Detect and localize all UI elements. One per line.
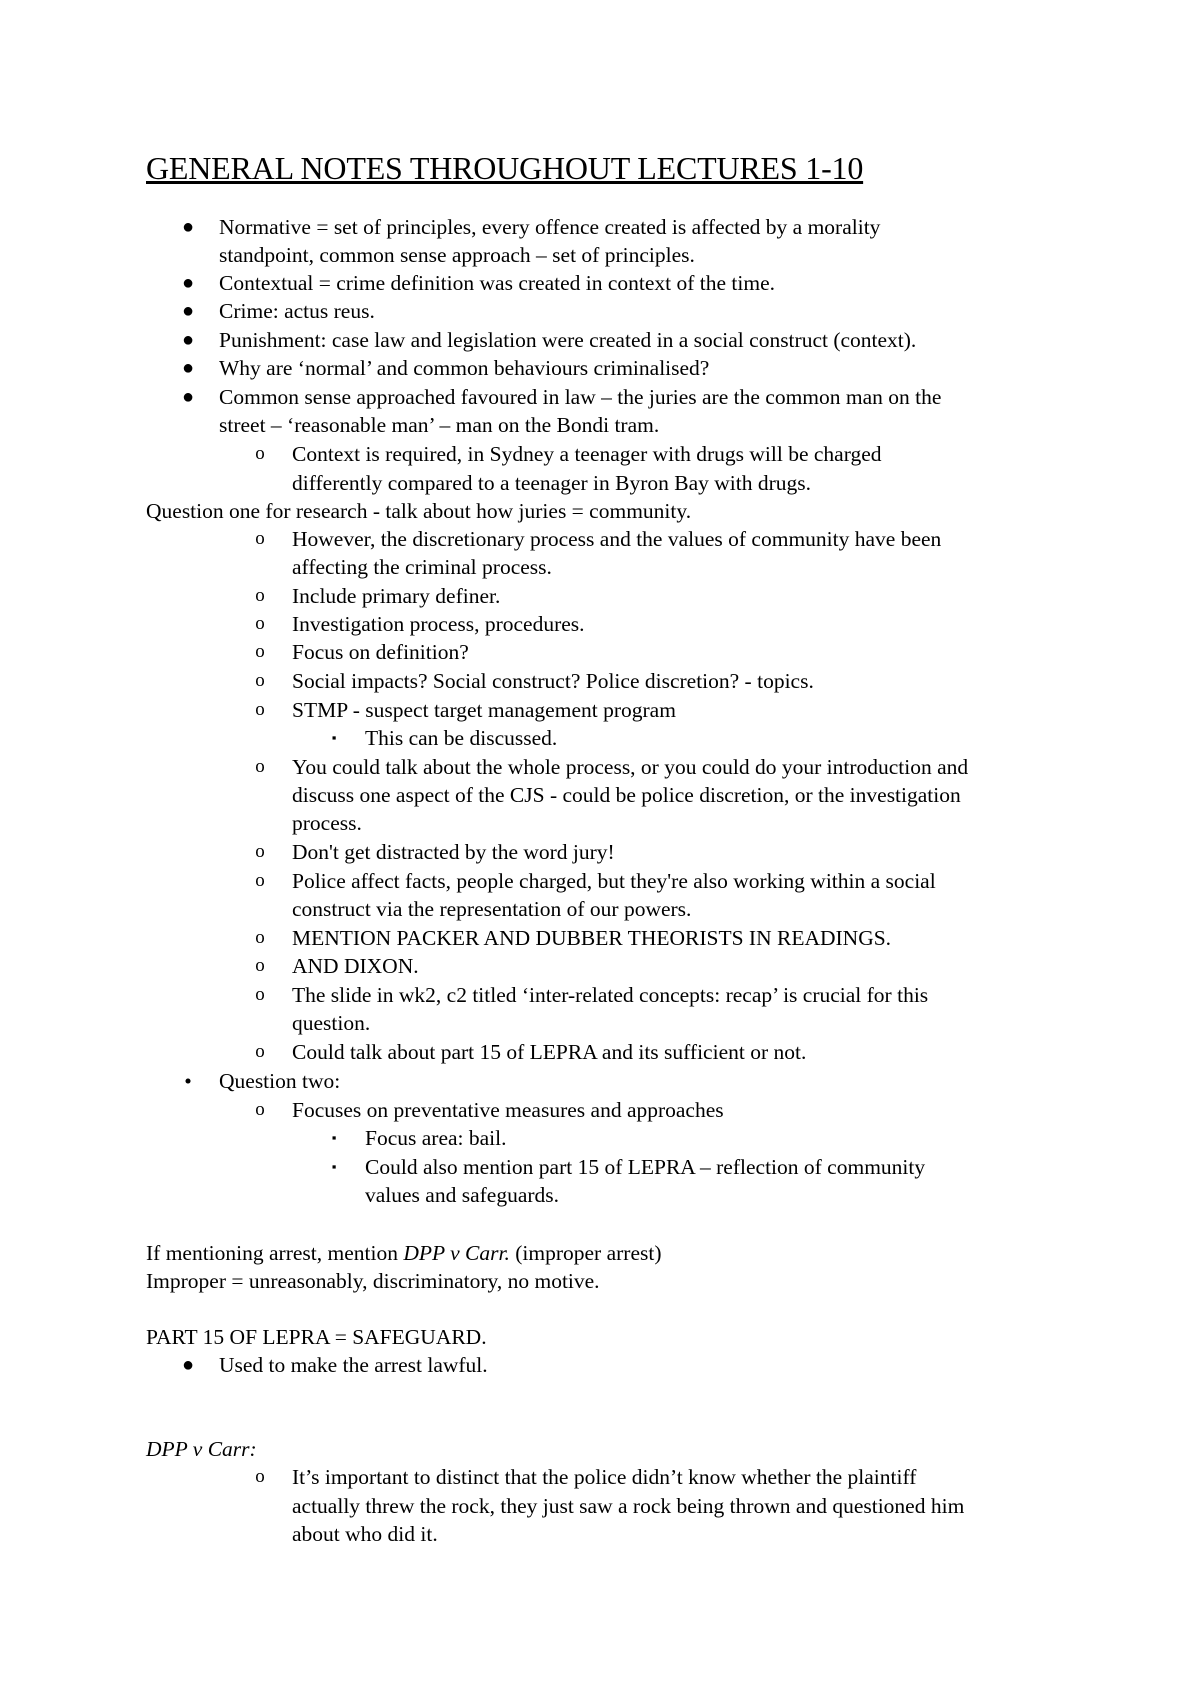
note-lepra: Could also mention part 15 of LEPRA – reflection of community — [365, 1155, 926, 1179]
note-dixon: AND DIXON. — [292, 954, 419, 978]
note-common-sense-cont: street – ‘reasonable man’ – man on the Bondi tram. — [219, 413, 660, 437]
note-part15: Could talk about part 15 of LEPRA and its sufficient or not. — [292, 1040, 807, 1064]
arrest-suffix: (improper arrest) — [509, 1241, 662, 1265]
arrest-prefix: If mentioning arrest, mention — [146, 1241, 404, 1265]
circle-marker: o — [255, 1466, 265, 1487]
square-marker: ▪ — [331, 730, 337, 745]
note-lepra-cont: values and safeguards. — [365, 1183, 560, 1207]
note-carr: It’s important to distinct that the police didn’t know whether the plaintiff — [292, 1465, 917, 1489]
square-marker: ▪ — [331, 1130, 337, 1145]
bullet-marker: • — [184, 1069, 192, 1093]
note-punishment: Punishment: case law and legislation were created in a social construct (context). — [219, 328, 917, 352]
circle-marker: o — [255, 870, 265, 891]
note-packer: MENTION PACKER AND DUBBER THEORISTS IN READINGS. — [292, 926, 892, 950]
bullet-marker: ● — [182, 272, 195, 294]
question-two-heading: Question two: — [219, 1069, 341, 1093]
note-police: Police affect facts, people charged, but they're also working within a social — [292, 869, 936, 893]
circle-marker: o — [255, 699, 265, 720]
note-definition: Focus on definition? — [292, 640, 469, 664]
note-slide: The slide in wk2, c2 titled ‘inter-related concepts: recap’ is crucial for this — [292, 983, 929, 1007]
circle-marker: o — [255, 756, 265, 777]
note-common-sense: Common sense approached favoured in law – the juries are the common man on the — [219, 385, 942, 409]
circle-marker: o — [255, 927, 265, 948]
circle-marker: o — [255, 585, 265, 606]
bullet-marker: ● — [182, 357, 195, 379]
note-social: Social impacts? Social construct? Police discretion? - topics. — [292, 669, 814, 693]
note-whole-process-cont: discuss one aspect of the CJS - could be police discretion, or the investigation — [292, 783, 961, 807]
note-crime: Crime: actus reus. — [219, 299, 375, 323]
note-however-cont: affecting the criminal process. — [292, 555, 552, 579]
note-focuses: Focuses on preventative measures and approaches — [292, 1098, 724, 1122]
page-title: GENERAL NOTES THROUGHOUT LECTURES 1-10 — [146, 150, 864, 186]
circle-marker: o — [255, 841, 265, 862]
square-marker: ▪ — [331, 1159, 337, 1174]
note-normative-cont: standpoint, common sense approach – set of principles. — [219, 243, 695, 267]
circle-marker: o — [255, 443, 265, 464]
note-whole-process-end: process. — [292, 811, 362, 835]
note-stmp-sub: This can be discussed. — [365, 726, 558, 750]
note-why: Why are ‘normal’ and common behaviours criminalised? — [219, 356, 710, 380]
circle-marker: o — [255, 670, 265, 691]
note-carr-cont: actually threw the rock, they just saw a rock being thrown and questioned him — [292, 1494, 965, 1518]
circle-marker: o — [255, 641, 265, 662]
note-context: Context is required, in Sydney a teenager with drugs will be charged — [292, 442, 882, 466]
note-stmp: STMP - suspect target management program — [292, 698, 676, 722]
note-context-cont: differently compared to a teenager in Byron Bay with drugs. — [292, 471, 812, 495]
bullet-marker: ● — [182, 386, 195, 408]
note-police-cont: construct via the representation of our powers. — [292, 897, 692, 921]
circle-marker: o — [255, 984, 265, 1005]
improper-definition: Improper = unreasonably, discriminatory, no motive. — [146, 1269, 600, 1293]
note-carr-end: about who did it. — [292, 1522, 438, 1546]
circle-marker: o — [255, 528, 265, 549]
note-whole-process: You could talk about the whole process, or you could do your introduction and — [292, 755, 969, 779]
circle-marker: o — [255, 613, 265, 634]
circle-marker: o — [255, 1041, 265, 1062]
question-one-heading: Question one for research - talk about how juries = community. — [146, 499, 692, 523]
note-normative: Normative = set of principles, every offence created is affected by a morality — [219, 215, 881, 239]
bullet-marker: ● — [182, 329, 195, 351]
note-primary-definer: Include primary definer. — [292, 584, 501, 608]
bullet-marker: ● — [182, 1354, 195, 1376]
note-used-lawful: Used to make the arrest lawful. — [219, 1353, 488, 1377]
arrest-line — [146, 1239, 661, 1267]
note-bail: Focus area: bail. — [365, 1126, 507, 1150]
bullet-marker: ● — [182, 300, 195, 322]
bullet-marker: ● — [182, 216, 195, 238]
carr-heading: DPP v Carr: — [146, 1437, 257, 1461]
part15-heading: PART 15 OF LEPRA = SAFEGUARD. — [146, 1325, 487, 1349]
note-contextual: Contextual = crime definition was created in context of the time. — [219, 271, 776, 295]
circle-marker: o — [255, 1099, 265, 1120]
note-jury: Don't get distracted by the word jury! — [292, 840, 615, 864]
case-name: DPP v Carr. — [403, 1241, 510, 1265]
note-investigation: Investigation process, procedures. — [292, 612, 585, 636]
note-however: However, the discretionary process and the values of community have been — [292, 527, 942, 551]
circle-marker: o — [255, 955, 265, 976]
note-slide-cont: question. — [292, 1011, 371, 1035]
